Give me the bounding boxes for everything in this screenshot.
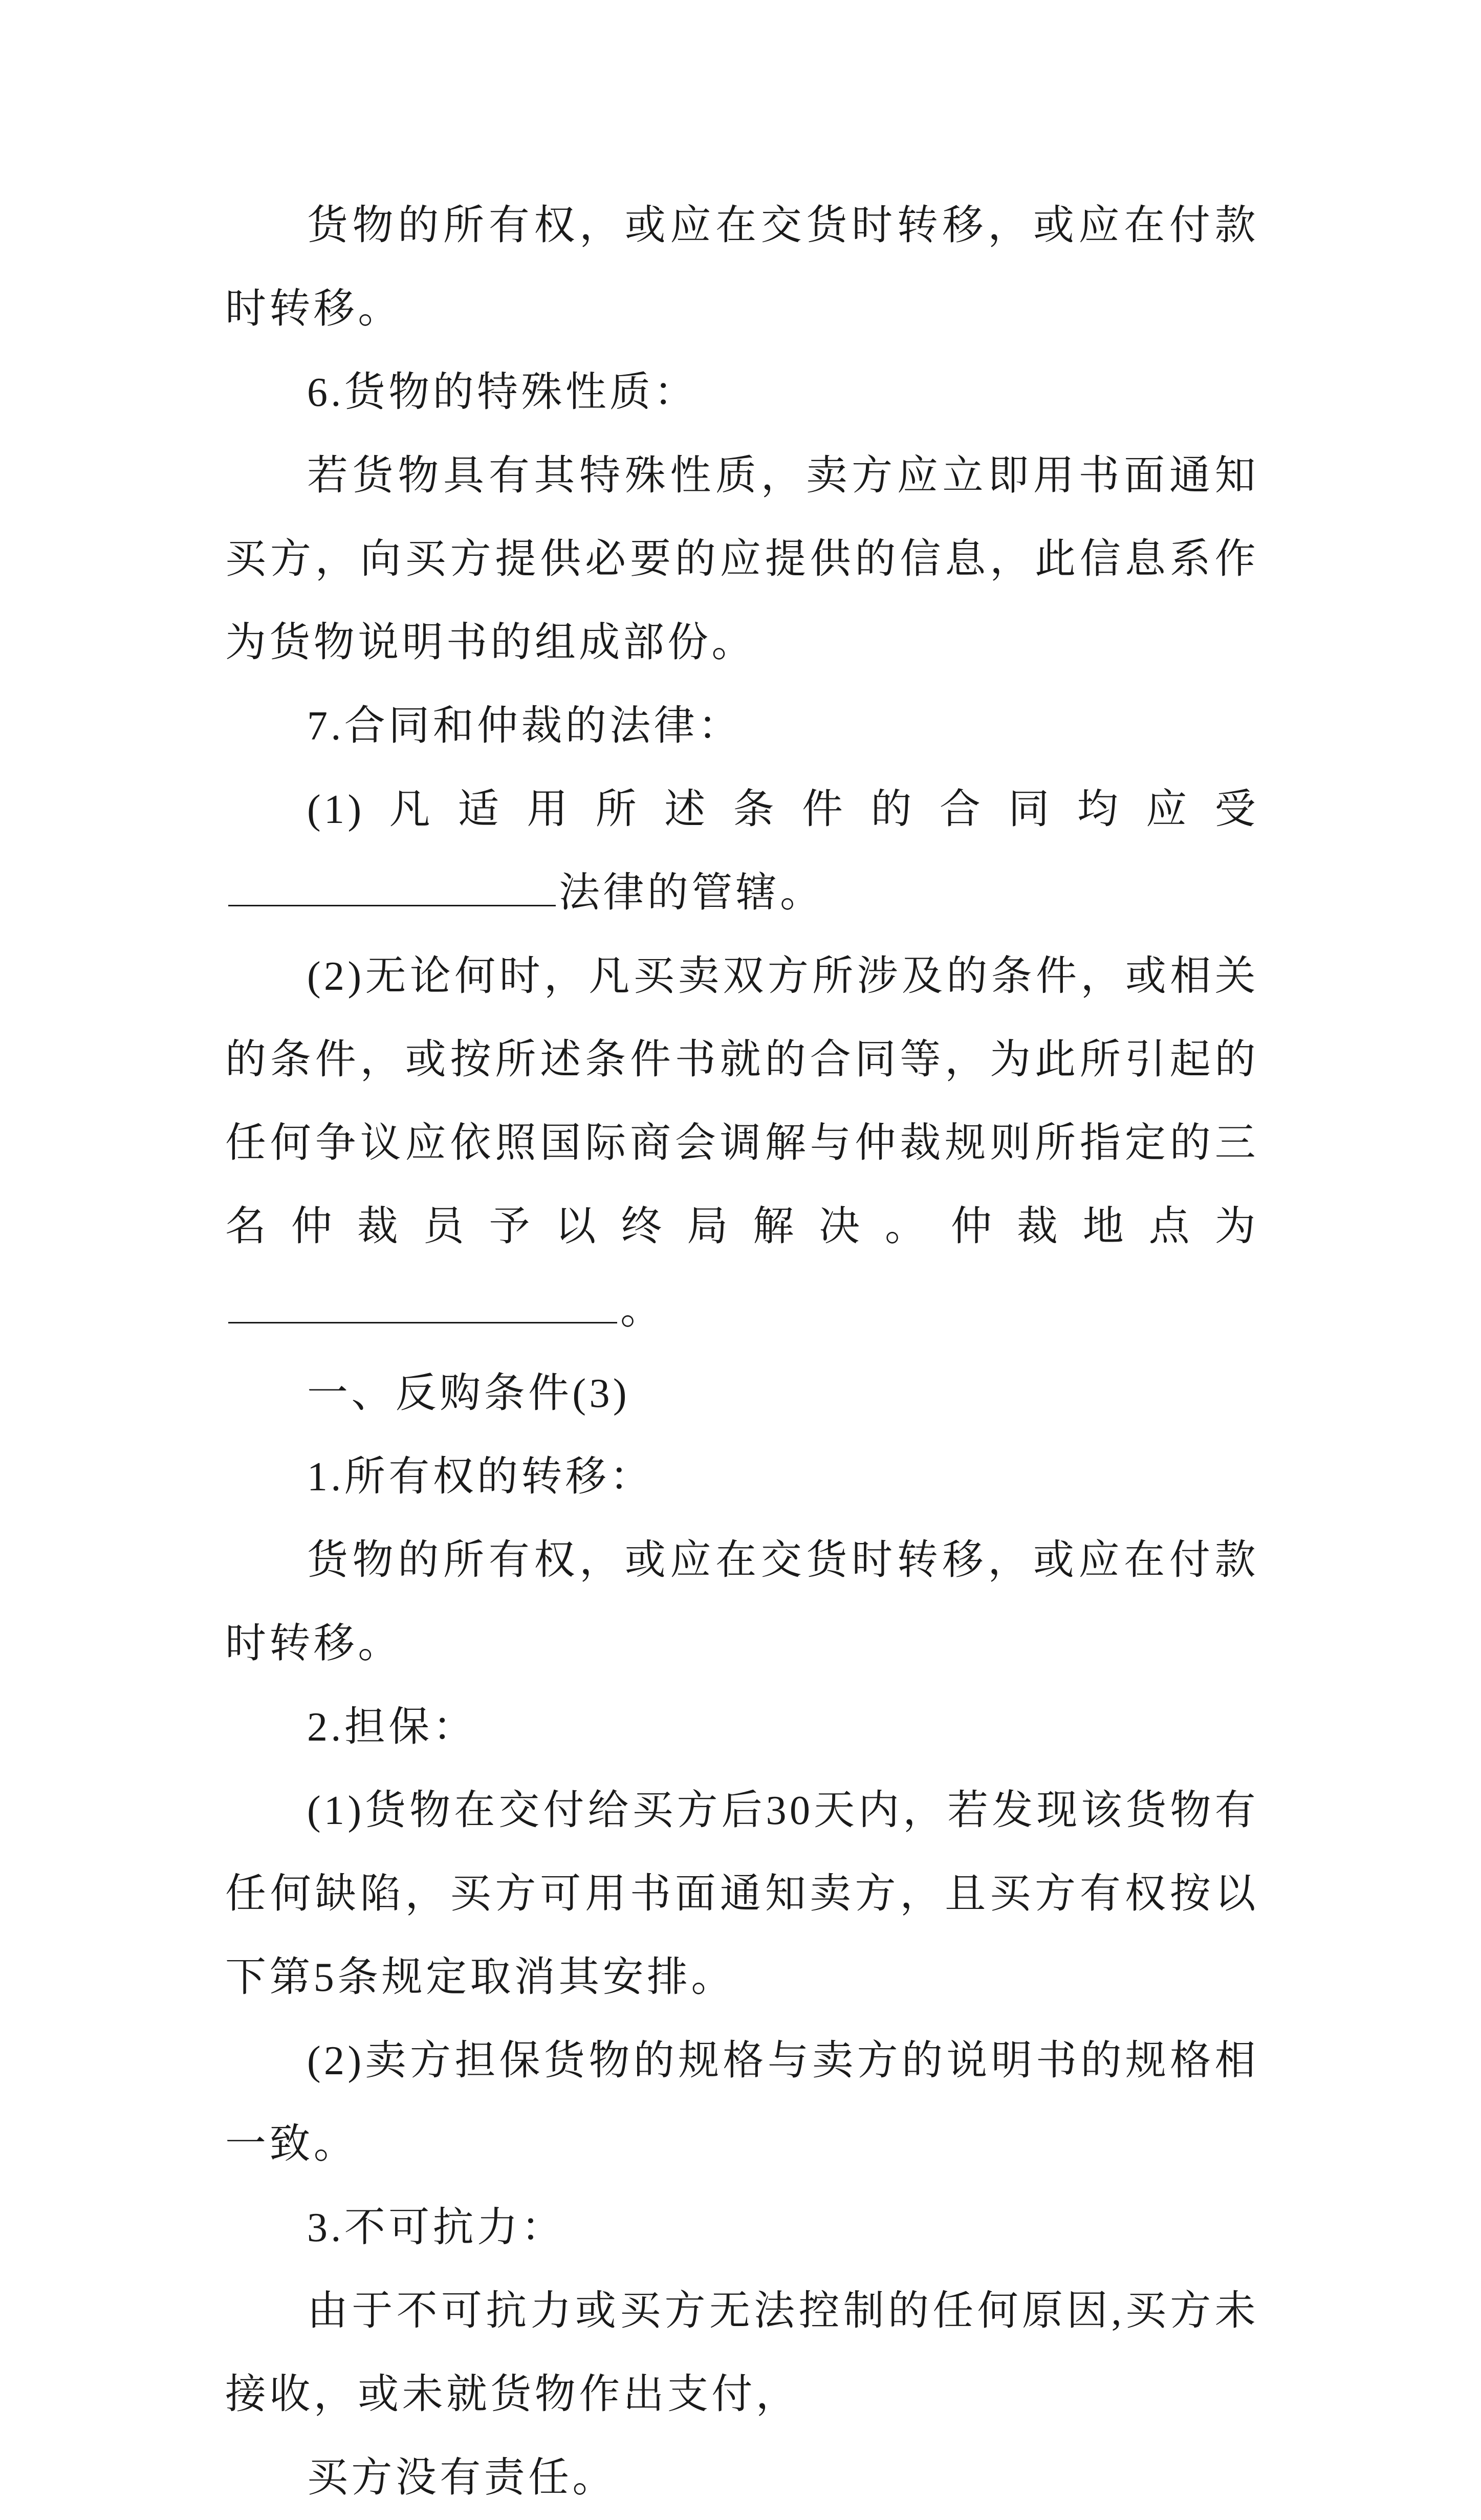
heading-force-majeure: 3.不可抗力： [307, 2205, 565, 2250]
arbitration-place-blank [228, 1287, 617, 1323]
arbitration-text-before: (2)无论何时，凡买卖双方所涉及的条件，或相关的条件，或按所述条件书就的合同等，为此所引起的任何争议应依照国际商会调解与仲裁规则所指定的三名仲裁员予以终局解决。仲裁地点为 [225, 954, 1259, 1249]
heading-countertrade-conditions: 一、反购条件(3) [307, 1371, 630, 1416]
paragraph-arbitration [225, 935, 1259, 1352]
heading-contract-arbitration-law: 7.合同和仲裁的法律： [307, 704, 743, 749]
paragraph-governing-law [225, 768, 1259, 935]
arbitration-text-after: 。 [620, 1288, 665, 1333]
governing-law-text-before: (1)凡适用所述条件的合同均应受 [307, 787, 1259, 832]
document-body [225, 184, 1259, 2520]
paragraph-special-nature: 若货物具有其特殊性质，卖方应立即用书面通知买方，向买方提供必要的应提供的信息，此信息系作为货物说明书的组成部份。 [225, 453, 1259, 665]
paragraph-no-liability: 买方没有责任。 [307, 2456, 617, 2501]
heading-warranty: 2.担保： [307, 1705, 477, 1750]
paragraph-ownership-transfer: 货物的所有权，或应在交货时转移，或应在付款时转移。 [225, 203, 1259, 332]
heading-special-nature: 6.货物的特殊性质： [307, 370, 698, 415]
paragraph-ownership-transfer-2: 货物的所有权，或应在交货时转移，或应在付款时转移。 [225, 1538, 1259, 1666]
heading-transfer-of-ownership: 1.所有权的转移： [307, 1454, 654, 1500]
paragraph-warranty-defects: (1)货物在交付给买方后30天内，若发现该货物有任何缺陷，买方可用书面通知卖方，且买方有权按以下第5条规定取消其安排。 [225, 1788, 1259, 2000]
governing-law-text-after: 法律的管辖。 [559, 871, 824, 916]
paragraph-force-majeure: 由于不可抗力或买方无法控制的任何原因,买方未接收，或未就货物作出支付， [225, 2289, 1259, 2417]
governing-law-blank [228, 870, 556, 906]
paragraph-warranty-specs: (2)卖方担保货物的规格与卖方的说明书的规格相一致。 [225, 2038, 1259, 2167]
